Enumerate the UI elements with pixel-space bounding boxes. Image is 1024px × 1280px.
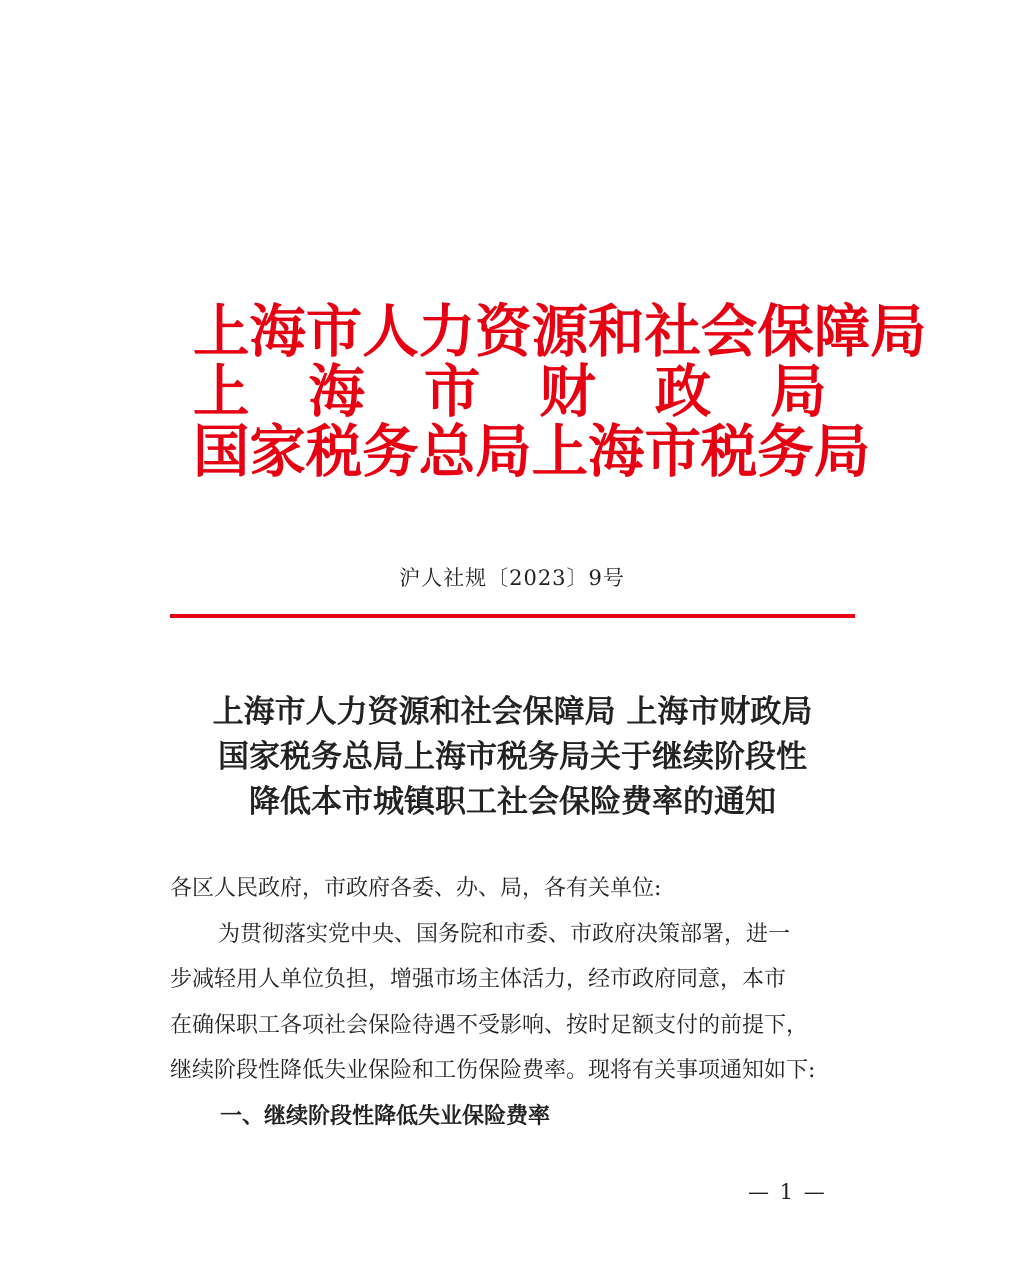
org-character: 务 [757, 418, 814, 485]
title-line-2: 国家税务总局上海市税务局关于继续阶段性 [218, 739, 807, 775]
org-character: 局 [870, 298, 927, 365]
org-character: 总 [418, 418, 476, 485]
intro-paragraph [170, 912, 860, 1094]
org-character: 上 [531, 418, 589, 485]
org-character: 税 [700, 418, 758, 485]
section-heading: 一、继续阶段性降低失业保险费率 [220, 1102, 551, 1129]
document-number: 沪人社规〔2023〕9号 [399, 566, 625, 590]
org-character: 海 [249, 298, 306, 365]
org-character: 上 [193, 358, 250, 425]
org-character: 力 [418, 298, 476, 365]
org-character: 源 [531, 298, 589, 365]
org-character: 税 [305, 418, 363, 485]
red-divider-rule [170, 614, 855, 618]
org-character: 务 [362, 418, 419, 485]
org-character: 局 [475, 418, 532, 485]
document-body [170, 866, 860, 1139]
org-character: 障 [813, 298, 871, 365]
org-character: 社 [644, 298, 701, 365]
paragraph-line: 步减轻用人单位负担，增强市场主体活力，经市政府同意，本市 [170, 967, 787, 992]
org-character: 海 [588, 418, 645, 485]
org-character: 会 [700, 298, 758, 365]
title-line-3: 降低本市城镇职工社会保险费率的通知 [249, 784, 776, 820]
document-title [170, 690, 855, 825]
page-number: — 1 — [748, 1180, 827, 1204]
org-line-finance [193, 358, 827, 425]
org-character: 上 [193, 298, 250, 365]
org-line-tax [193, 418, 871, 485]
org-character: 家 [249, 418, 306, 485]
org-character: 海 [308, 358, 365, 425]
paragraph-line: 在确保职工各项社会保险待遇不受影响、按时足额支付的前提下， [170, 1012, 809, 1038]
paragraph-line: 为贯彻落实党中央、国务院和市委、市政府决策部署，进一 [218, 921, 791, 947]
org-character: 人 [362, 298, 419, 365]
org-character: 政 [654, 358, 712, 425]
issuing-organizations-header [193, 298, 927, 485]
org-character: 局 [813, 418, 871, 485]
org-line-hrss [193, 298, 927, 365]
org-character: 局 [770, 358, 827, 425]
org-character: 和 [588, 298, 645, 365]
org-character: 国 [193, 418, 250, 485]
org-character: 资 [475, 298, 532, 365]
org-character: 保 [757, 298, 814, 365]
org-character: 财 [539, 358, 596, 425]
paragraph-line: 继续阶段性降低失业保险和工伤保险费率。现将有关事项通知如下: [170, 1058, 816, 1083]
salutation: 各区人民政府，市政府各委、办、局，各有关单位: [170, 876, 662, 901]
org-character: 市 [644, 418, 701, 485]
org-character: 市 [423, 358, 481, 425]
title-line-1: 上海市人力资源和社会保障局 上海市财政局 [212, 694, 813, 730]
org-character: 市 [305, 298, 363, 365]
